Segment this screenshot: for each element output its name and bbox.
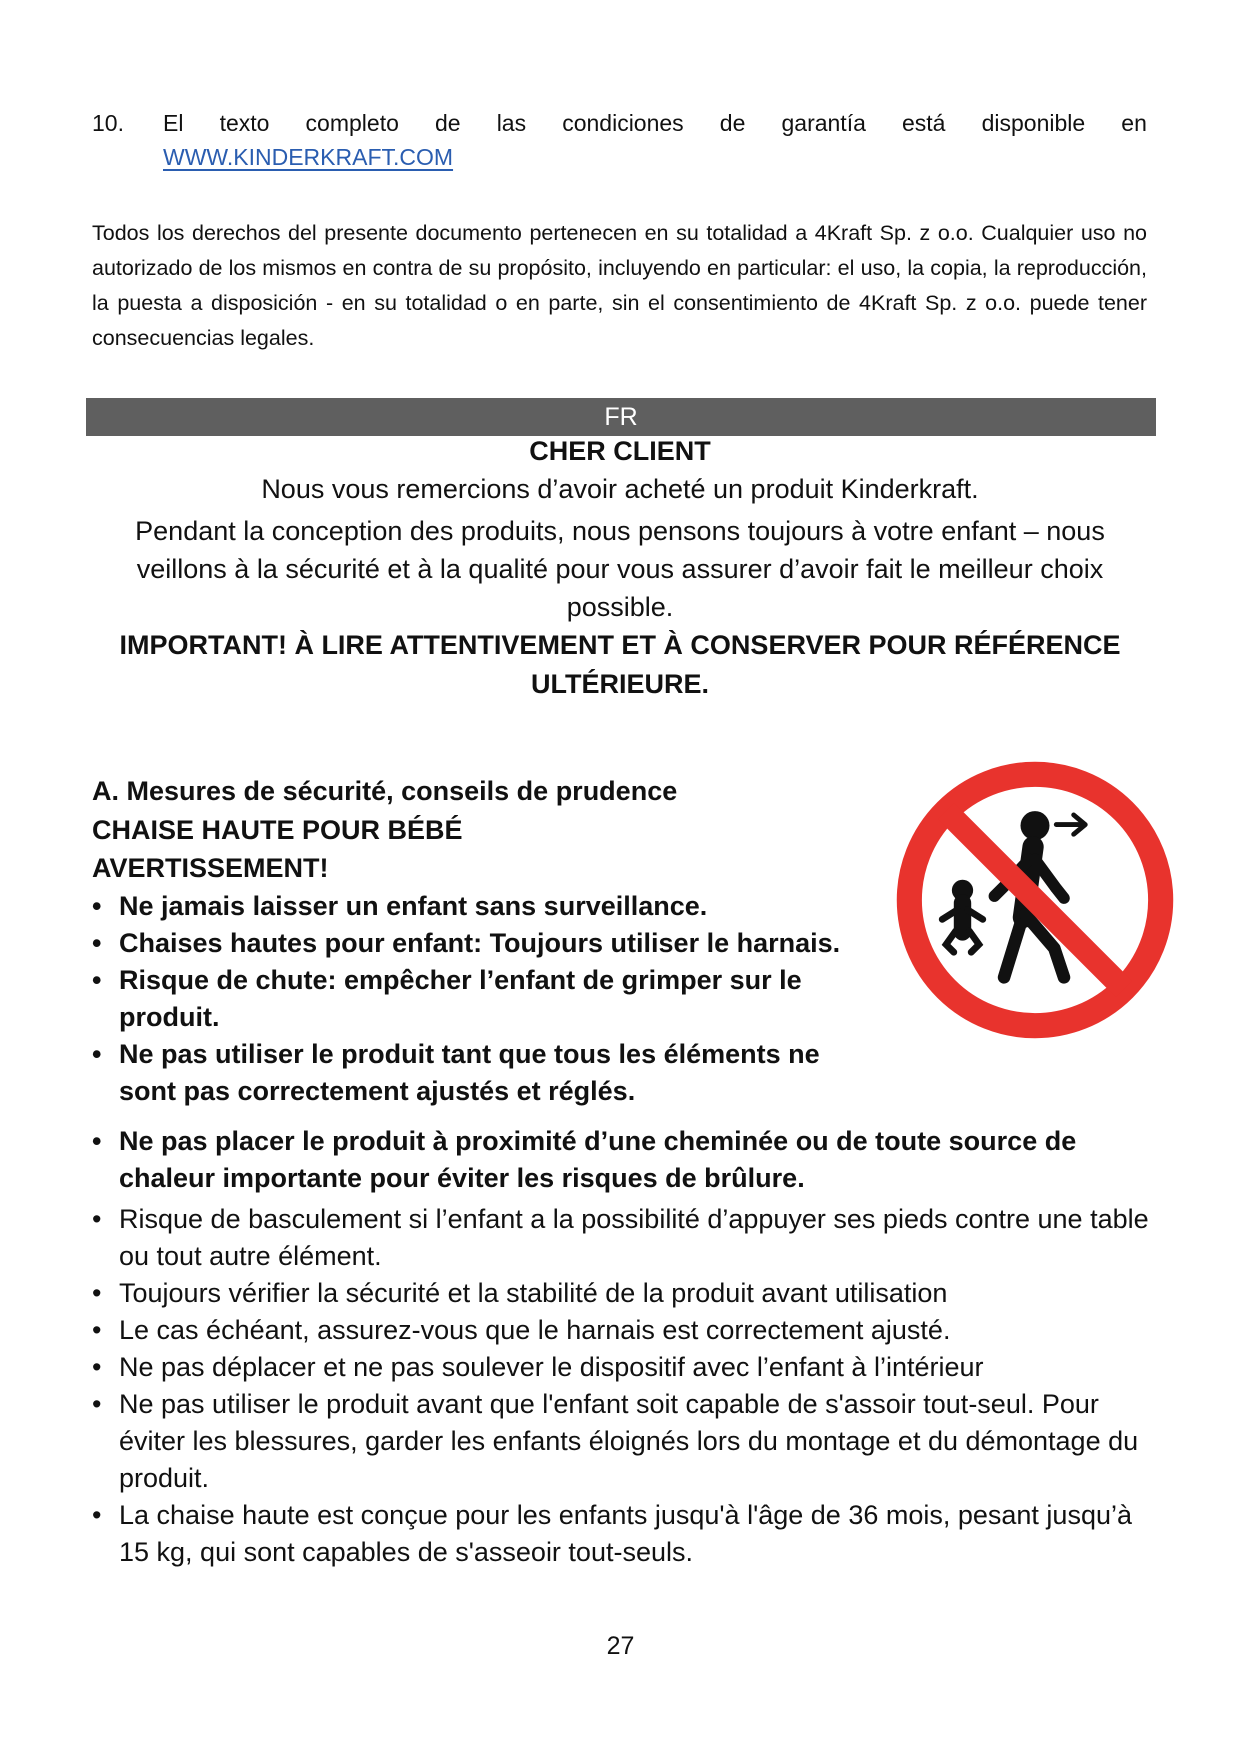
bold-bullets-narrow [92,888,882,1110]
list-item: • Risque de basculement si l’enfant a la possibilité d’appuyer ses pieds contre une table ou tout autre élément. [92,1201,1157,1275]
word: disponible [981,110,1086,136]
word: completo [305,110,399,136]
bold-bullets-wide [92,1123,1157,1197]
no-climbing-sign-icon [890,755,1180,1045]
intro-text: Pendant la conception des produits, nous pensons toujours à votre enfant – nous veillons à la sécurité et à la qualité pour vous assurer d’avoir fait le meilleur choix possible. [135,516,1105,622]
important-notice: IMPORTANT! À LIRE ATTENTIVEMENT ET À CONSERVER POUR RÉFÉRENCE ULTÉRIEURE. [119,630,1121,699]
list-item: • Ne pas utiliser le produit tant que tous les éléments ne sont pas correctement ajustés et réglés. [92,1036,882,1110]
section-subtitle: CHAISE HAUTE POUR BÉBÉ [92,815,463,845]
list-item: • Le cas échéant, assurez-vous que le harnais est correctement ajusté. [92,1312,1157,1349]
warning-heading: AVERTISSEMENT! [92,853,329,883]
word: está [902,110,946,136]
word: El [163,110,184,136]
list-item: • Ne pas déplacer et ne pas soulever le dispositif avec l’enfant à l’intérieur [92,1349,1157,1386]
list-item: • La chaise haute est conçue pour les enfants jusqu'à l'âge de 36 mois, pesant jusqu’à 15 kg, qui sont capables de s'asseoir tout-seuls. [92,1497,1157,1571]
word: garantía [781,110,866,136]
rights-notice: Todos los derechos del presente documento pertenecen en su totalidad a 4Kraft Sp. z o.o. Cualquier uso no autorizado de los mismos en contra de su propósito, incluyendo en particular: el uso, la copia, la reproducción, la puesta a disposición - en su totalidad o en parte, sin el consentimiento de 4Kraft Sp. z o.o. puede tener consecuencias legales. [92,221,1147,350]
list-item: • Ne pas placer le produit à proximité d’une cheminée ou de toute source de chaleur importante pour éviter les risques de brûlure. [92,1123,1157,1197]
list-item: • Toujours vérifier la sécurité et la stabilité de la produit avant utilisation [92,1275,1157,1312]
word: en [1121,110,1147,136]
word: condiciones [562,110,684,136]
greeting-heading: CHER CLIENT [529,436,711,466]
regular-bullets [92,1201,1157,1571]
word: de [434,110,461,136]
language-bar: FR [86,398,1156,436]
list-item: • Ne pas utiliser le produit avant que l'enfant soit capable de s'assoir tout-seul. Pour éviter les blessures, garder les enfants éloignés lors du montage et du démontage du produit. [92,1386,1157,1497]
list-item: • Risque de chute: empêcher l’enfant de grimper sur le produit. [92,962,882,1036]
word: de [719,110,746,136]
kinderkraft-link[interactable]: WWW.KINDERKRAFT.COM [163,144,454,170]
warranty-text [163,110,1147,137]
item-number: 10. [92,110,124,136]
list-item: • Chaises hautes pour enfant: Toujours utiliser le harnais. [92,925,882,962]
list-item: • Ne jamais laisser un enfant sans surveillance. [92,888,882,925]
word: las [496,110,527,136]
thanks-text: Nous vous remercions d’avoir acheté un produit Kinderkraft. [261,474,979,504]
page-number: 27 [606,1632,635,1660]
word: texto [219,110,270,136]
section-title: A. Mesures de sécurité, conseils de prudence [92,776,678,806]
